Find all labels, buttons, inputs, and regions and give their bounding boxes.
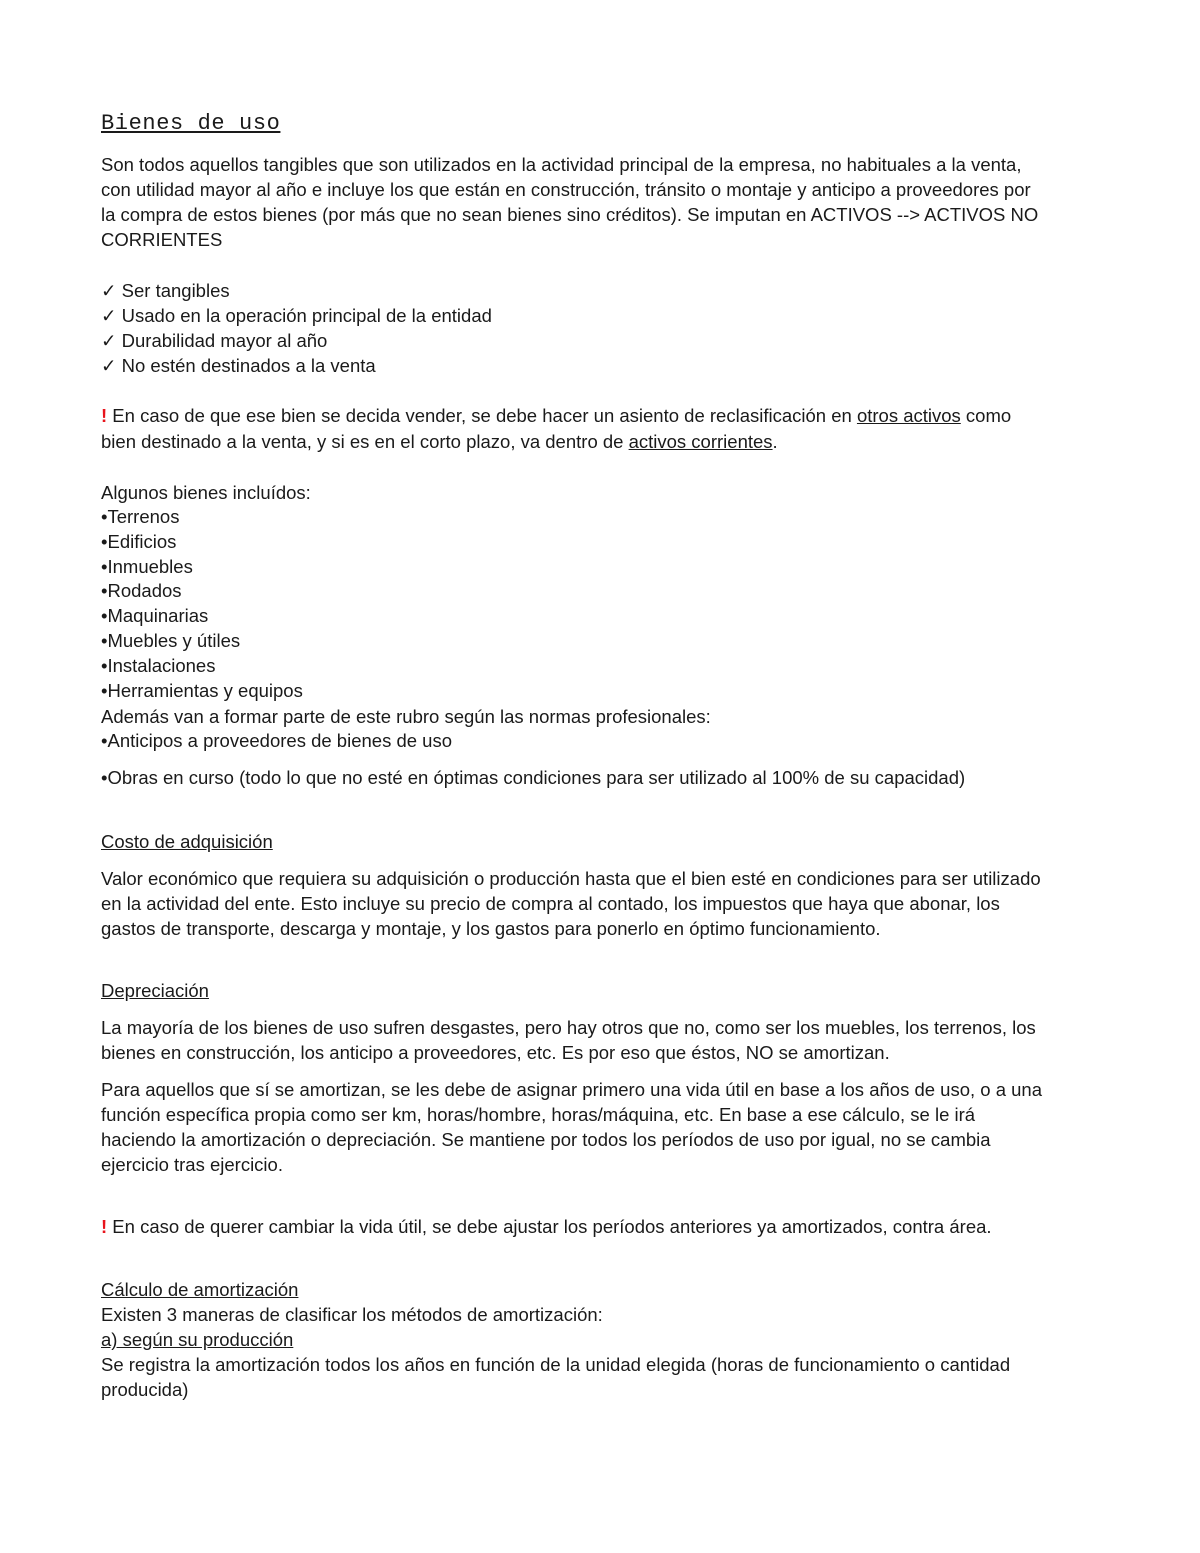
depreciacion-line: Para aquellos que sí se amortizan, se les debe de asignar primero una vida útil en base a los años de uso, o a una (101, 1079, 1043, 1100)
list-item: •Muebles y útiles (101, 630, 241, 651)
check-item: ✓ Ser tangibles (101, 280, 230, 301)
warning-line-2 (101, 430, 778, 454)
depreciacion-line: función específica propia como ser km, horas/hombre, horas/máquina, etc. En base a ese cálculo, se le irá (101, 1104, 976, 1125)
calculo-subheading: a) según su producción (101, 1329, 294, 1350)
check-item: ✓ Durabilidad mayor al año (101, 330, 328, 351)
list-item: •Inmuebles (101, 556, 193, 577)
depreciacion-line: La mayoría de los bienes de uso sufren desgastes, pero hay otros que no, como ser los muebles, los terrenos, los (101, 1017, 1036, 1038)
calculo-line: Existen 3 maneras de clasificar los métodos de amortización: (101, 1304, 603, 1325)
warning-text: . (772, 431, 778, 452)
warning-text: como (960, 405, 1012, 426)
bienes-heading: Algunos bienes incluídos: (101, 482, 311, 503)
list-item: •Anticipos a proveedores de bienes de uso (101, 730, 453, 751)
warning-text: En caso de que ese bien se decida vender, se debe hacer un asiento de reclasificación en (107, 405, 857, 426)
costo-line: Valor económico que requiera su adquisición o producción hasta que el bien esté en condiciones para ser utilizado (101, 868, 1041, 889)
check-item: ✓ No estén destinados a la venta (101, 355, 376, 376)
activos-corrientes-link: activos corrientes (628, 431, 773, 452)
depreciacion-heading: Depreciación (101, 980, 209, 1001)
intro-line-4: CORRIENTES (101, 229, 223, 250)
intro-line-3: la compra de estos bienes (por más que no sean bienes sino créditos). Se imputan en ACTIVOS --> ACTIVOS NO (101, 204, 1039, 225)
document-page (101, 0, 1081, 1553)
exclamation-icon: ! (101, 1216, 108, 1237)
list-item: •Obras en curso (todo lo que no esté en óptimas condiciones para ser utilizado al 100% de su capacidad) (101, 767, 966, 788)
check-item: ✓ Usado en la operación principal de la entidad (101, 305, 492, 326)
warning-text: En caso de querer cambiar la vida útil, se debe ajustar los períodos anteriores ya amortizados, contra área. (107, 1216, 992, 1237)
depreciacion-line: bienes en construcción, los anticipo a proveedores, etc. Es por eso que éstos, NO se amortizan. (101, 1042, 890, 1063)
calculo-line: producida) (101, 1379, 189, 1400)
warning-text: bien destinado a la venta, y si es en el corto plazo, va dentro de (101, 431, 629, 452)
list-item: •Herramientas y equipos (101, 680, 303, 701)
warning-line-3 (101, 1215, 992, 1239)
exclamation-icon: ! (101, 405, 108, 426)
warning-line-1 (101, 404, 1011, 428)
costo-heading: Costo de adquisición (101, 831, 273, 852)
bienes-extra-heading: Además van a formar parte de este rubro según las normas profesionales: (101, 706, 711, 727)
intro-line-1: Son todos aquellos tangibles que son utilizados en la actividad principal de la empresa, no habituales a la venta, (101, 154, 1022, 175)
list-item: •Maquinarias (101, 605, 209, 626)
calculo-heading: Cálculo de amortización (101, 1279, 299, 1300)
document-title: Bienes de uso (101, 111, 281, 136)
depreciacion-line: haciendo la amortización o depreciación. Se mantiene por todos los períodos de uso por igual, no se cambia (101, 1129, 991, 1150)
list-item: •Edificios (101, 531, 177, 552)
list-item: •Rodados (101, 580, 182, 601)
list-item: •Terrenos (101, 506, 180, 527)
depreciacion-line: ejercicio tras ejercicio. (101, 1154, 283, 1175)
costo-line: en la actividad del ente. Esto incluye su precio de compra al contado, los impuestos que haya que abonar, los (101, 893, 1000, 914)
costo-line: gastos de transporte, descarga y montaje, y los gastos para ponerlo en óptimo funcionamiento. (101, 918, 881, 939)
intro-line-2: con utilidad mayor al año e incluye los que están en construcción, tránsito o montaje y anticipo a proveedores por (101, 179, 1031, 200)
calculo-line: Se registra la amortización todos los años en función de la unidad elegida (horas de funcionamiento o cantidad (101, 1354, 1011, 1375)
list-item: •Instalaciones (101, 655, 216, 676)
otros-activos-link: otros activos (856, 405, 961, 426)
